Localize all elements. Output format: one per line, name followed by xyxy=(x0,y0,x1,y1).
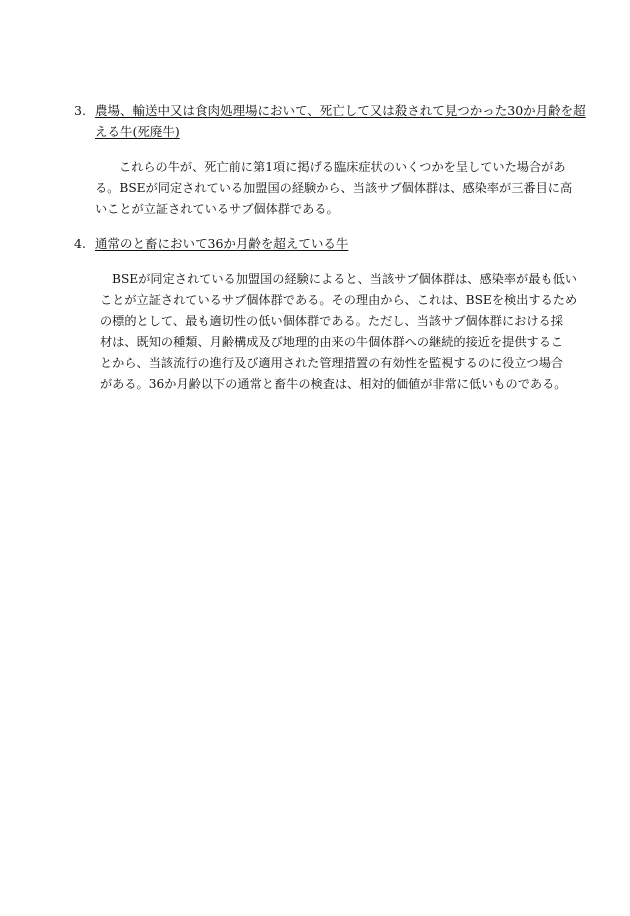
section-3-title-line: える牛(死廃牛) xyxy=(95,124,180,139)
paragraph-line: 材は、既知の種類、月齢構成及び地理的由来の牛個体群への継続的接近を提供するこ xyxy=(100,335,564,349)
paragraph-line: る。BSEが同定されている加盟国の経験から、当該サブ個体群は、感染率が三番目に高 xyxy=(95,181,573,195)
paragraph-line: とから、当該流行の進行及び適用された管理措置の有効性を監視するのに役立つ場合 xyxy=(100,356,564,370)
paragraph-line: の標的として、最も適切性の低い個体群である。ただし、当該サブ個体群における採 xyxy=(100,314,563,328)
section-3-number: 3. xyxy=(74,103,86,118)
section-4-title-line: 通常のと畜において36か月齢を超えている牛 xyxy=(95,236,349,251)
section-4-paragraph xyxy=(100,269,578,395)
paragraph-line: いことが立証されているサブ個体群である。 xyxy=(95,202,339,216)
section-4-heading xyxy=(74,233,574,254)
section-4-title xyxy=(95,233,575,254)
paragraph-line: がある。36か月齢以下の通常と畜牛の検査は、相対的価値が非常に低いものである。 xyxy=(100,377,567,391)
paragraph-line: BSEが同定されている加盟国の経験によると、当該サブ個体群は、感染率が最も低い xyxy=(112,272,577,286)
section-3-title xyxy=(95,100,586,142)
paragraph-line: これらの牛が、死亡前に第1項に掲げる臨床症状のいくつかを呈していた場合があ xyxy=(119,160,566,174)
section-3-title-line: 農場、輸送中又は食肉処理場において、死亡して又は殺されて見つかった30か月齢を超 xyxy=(95,103,586,118)
paragraph-line: ことが立証されているサブ個体群である。その理由から、これは、BSEを検出するため xyxy=(100,293,578,307)
section-3-paragraph xyxy=(95,157,573,220)
section-4-number: 4. xyxy=(74,236,86,251)
section-3-heading xyxy=(74,100,586,142)
